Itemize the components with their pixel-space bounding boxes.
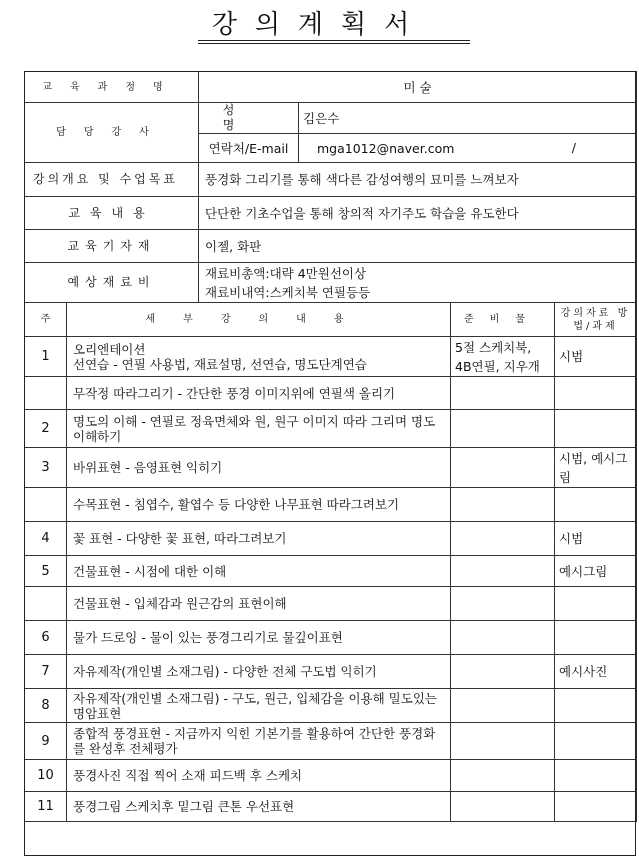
detail-cell: 꽃 표현 - 다양한 꽃 표현, 따라그려보기 xyxy=(67,522,451,556)
detail-cell: 수목표현 - 침엽수, 활엽수 등 다양한 나무표현 따라그려보기 xyxy=(67,488,451,522)
week-cell: 7 xyxy=(25,655,67,689)
page-title: 강의계획서 xyxy=(211,10,428,40)
cost-total: 재료비총액:대략 4만원선이상 xyxy=(205,265,367,281)
week-cell: 10 xyxy=(25,760,67,792)
course-name-label: 교육과정명 xyxy=(25,72,199,103)
instructor-label: 담당강사 xyxy=(25,103,199,163)
goal-label: 강의개요 및 수업목표 xyxy=(25,163,199,197)
method-cell: 시범 xyxy=(555,522,637,556)
detail-header: 세부강의내용 xyxy=(67,303,451,337)
detail-cell: 물가 드로잉 - 물이 있는 풍경그리기로 물깊이표현 xyxy=(67,621,451,655)
detail-cell: 명도의 이해 - 연필로 정육면체와 원, 원구 이미지 따라 그리며 명도이해하기 xyxy=(67,410,451,448)
name-value: 김은수 xyxy=(299,103,637,134)
week-cell: 3 xyxy=(25,448,67,488)
week-cell: 9 xyxy=(25,723,67,760)
detail-cell: 건물표현 - 시점에 대한 이해 xyxy=(67,556,451,587)
detail-cell: 자유제작(개인별 소재그림) - 구도, 원근, 입체감을 이용해 밀도있는 명암표현 xyxy=(67,689,451,723)
detail-cell: 오리엔테이션 선연습 - 연필 사용법, 재료설명, 선연습, 명도단계연습 xyxy=(67,337,451,377)
cost-label: 예상재료비 xyxy=(25,263,199,303)
content-value: 단단한 기초수업을 통해 창의적 자기주도 학습을 유도한다 xyxy=(199,197,637,230)
name-label: 성 명 xyxy=(199,103,299,134)
detail-cell: 종합적 풍경표현 - 지금까지 익힌 기본기를 활용하여 간단한 풍경화를 완성후 전체평가 xyxy=(67,723,451,760)
week-cell: 5 xyxy=(25,556,67,587)
table-frame xyxy=(24,71,636,856)
method-cell: 시범, 예시그림 xyxy=(555,448,637,488)
detail-cell: 바위표현 - 음영표현 익히기 xyxy=(67,448,451,488)
method-cell: 예시사진 xyxy=(555,655,637,689)
title-underline-2 xyxy=(198,43,470,44)
detail-cell: 풍경사진 직접 찍어 소재 피드백 후 스케치 xyxy=(67,760,451,792)
course-name-value: 미 술 xyxy=(199,72,637,103)
week-cell: 11 xyxy=(25,792,67,822)
week-cell: 6 xyxy=(25,621,67,655)
detail-cell: 무작정 따라그리기 - 간단한 풍경 이미지위에 연필색 올리기 xyxy=(67,377,451,410)
detail-cell: 건물표현 - 입체감과 원근감의 표현이해 xyxy=(67,587,451,621)
method-cell: 예시그림 xyxy=(555,556,637,587)
prep-cell: 5절 스케치북, 4B연필, 지우개 xyxy=(451,337,555,377)
week-header: 주 xyxy=(25,303,67,337)
prep-header: 준비물 xyxy=(451,303,555,337)
method-cell: 시범 xyxy=(555,337,637,377)
method-header: 강의자료 방법/과제 xyxy=(555,303,637,337)
equipment-value: 이젤, 화판 xyxy=(199,230,637,263)
goal-value: 풍경화 그리기를 통해 색다른 감성여행의 묘미를 느껴보자 xyxy=(199,163,637,197)
detail-cell: 자유제작(개인별 소재그림) - 다양한 전체 구도법 익히기 xyxy=(67,655,451,689)
title-underline xyxy=(198,40,470,41)
week-cell: 4 xyxy=(25,522,67,556)
contact-extra: / xyxy=(571,140,576,155)
week-cell: 2 xyxy=(25,410,67,448)
detail-cell: 풍경그림 스케치후 밑그림 큰톤 우선표현 xyxy=(67,792,451,822)
week-cell: 1 xyxy=(25,337,67,377)
contact-label: 연락처/E-mail xyxy=(199,134,299,163)
week-cell: 8 xyxy=(25,689,67,723)
cost-detail: 재료비내역:스케치북 연필등등 xyxy=(205,284,371,300)
content-label: 교육내용 xyxy=(25,197,199,230)
contact-value: mga1012@naver.com xyxy=(317,140,455,156)
equipment-label: 교육기자재 xyxy=(25,230,199,263)
